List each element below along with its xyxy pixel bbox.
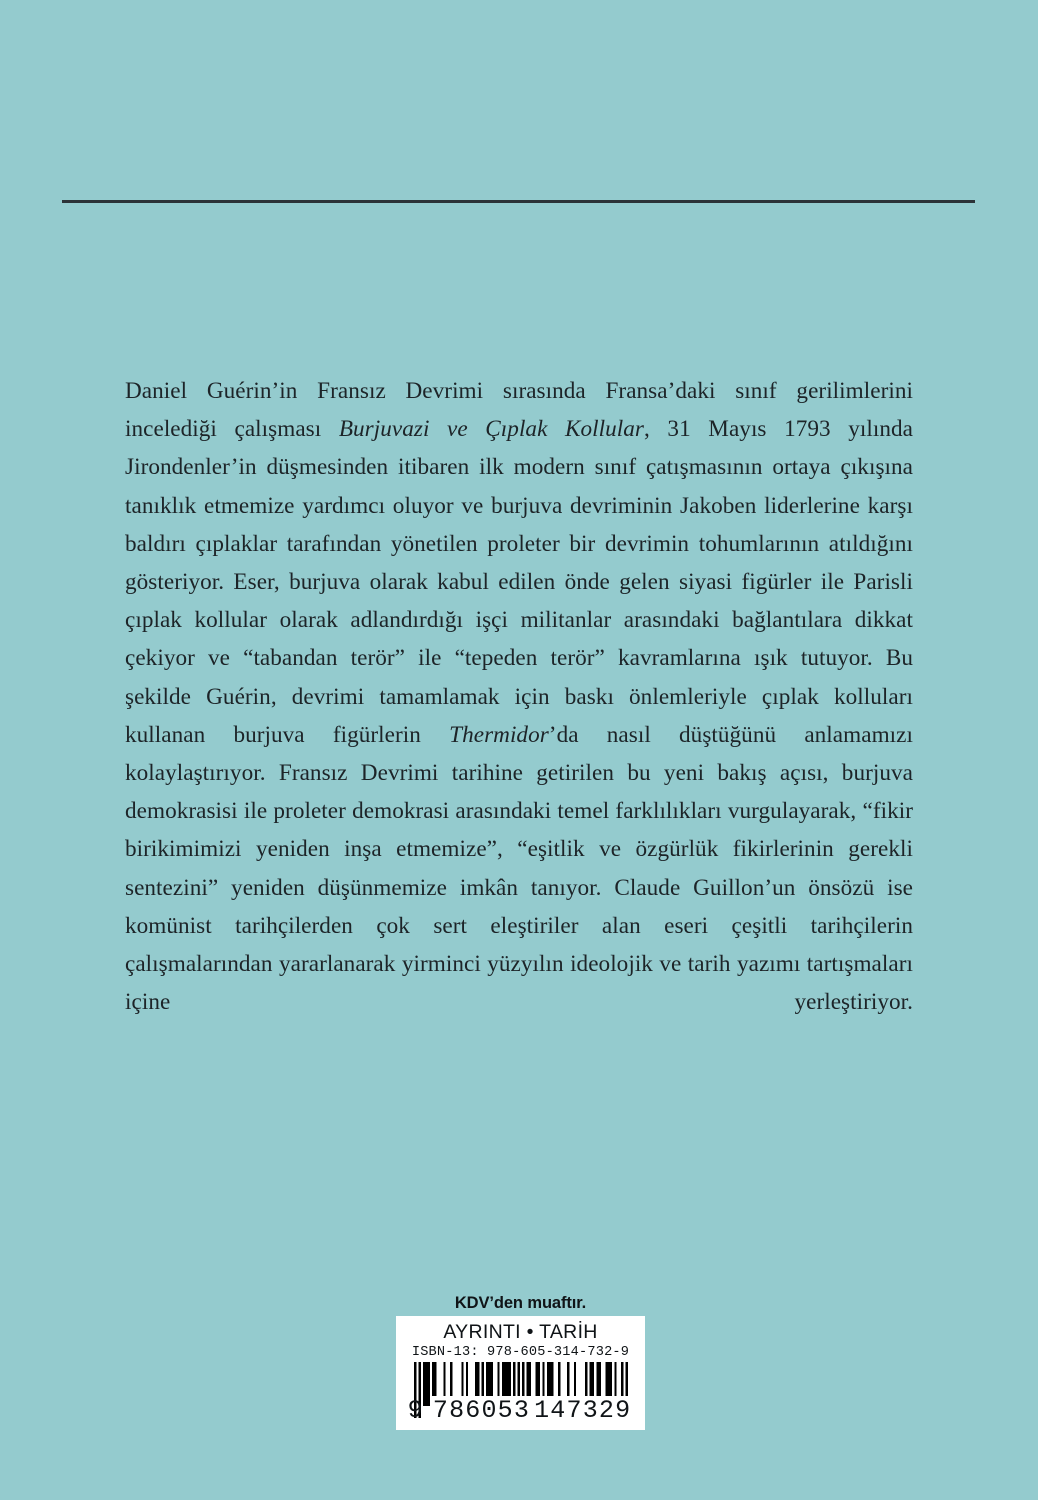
blurb-segment-1: Daniel Guérin’in Fransız Devrimi sırasında Fransa’daki sınıf gerilimlerini incelediği çalışması <box>125 378 913 443</box>
barcode-card <box>396 1316 645 1430</box>
barcode-block <box>396 1294 645 1430</box>
blurb-italic-title-1: Burjuvazi ve Çıplak Kollular <box>338 416 644 443</box>
ean-lead-digit: 9 <box>407 1396 424 1425</box>
ean-right-group: 147329 <box>534 1396 632 1425</box>
blurb-text-block <box>125 372 913 1060</box>
top-horizontal-rule <box>62 200 975 203</box>
publisher-imprint-line: AYRINTI • TARİH <box>443 1321 598 1343</box>
kdv-exemption-note: KDV’den muaftır. <box>454 1294 587 1312</box>
blurb-segment-3: ’da nasıl düştüğünü anlamamızı kolaylaştırıyor. Fransız Devrimi tarihine getirilen bu yeni bakış açısı, burjuva demokrasisi ile proleter demokrasi arasındaki temel farklılıkları vurgulayarak, “fikir birikimimizi yeniden inşa etmemize”, “eşitlik ve özgürlük fikirlerinin gerekli sentezini” yeniden düşünmemize imkân tanıyor. Claude Guillon’un önsözü ise komünist tarihçilerden çok sert eleştiriler alan eseri çeşitli tarihçilerin çalışmalarından yararlanarak yirminci yüzyılın ideolojik ve tarih yazımı tartışmaları içine yerleştiriyor. <box>125 721 913 1016</box>
blurb-paragraph <box>125 372 913 1060</box>
ean-left-group: 786053 <box>432 1396 531 1425</box>
blurb-segment-2: , 31 Mayıs 1793 yılında Jirondenler’in düşmesinden itibaren ilk modern sınıf çatışmasının ortaya çıkışına tanıklık etmemize yardımcı oluyor ve burjuva devriminin Jakoben liderlerine karşı baldırı çıplaklar tarafından yönetilen proleter bir devrimin tohumlarının atıldığını gösteriyor. Eser, burjuva olarak kabul edilen önde gelen siyasi figürler ile Parisli çıplak kollular olarak adlandırdığı işçi militanlar arasındaki bağlantılara dikkat çekiyor ve “tabandan terör” ile “tepeden terör” kavramlarına ışık tutuyor. Bu şekilde Guérin, devrimi tamamlamak için baskı önlemleriyle çıplak kolluları kullanan burjuva figürlerin <box>125 416 913 748</box>
isbn-line: ISBN-13: 978-605-314-732-9 <box>411 1345 630 1360</box>
ean13-digits <box>396 1398 645 1424</box>
blurb-italic-title-2: Thermidor <box>449 721 549 748</box>
